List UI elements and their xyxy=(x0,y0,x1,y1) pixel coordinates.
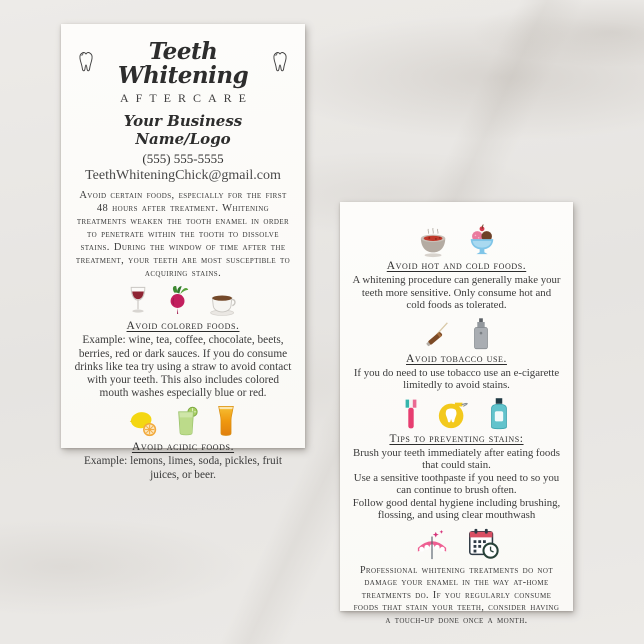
business-name: Your Business Name/Logo xyxy=(123,112,243,149)
section-body-tobacco: If you do need to use tobacco use an e-cigarette limitedly to avoid stains. xyxy=(353,366,560,392)
card-title: Teeth Whitening xyxy=(117,38,249,90)
dental-floss-icon xyxy=(436,397,470,431)
e-cigarette-icon xyxy=(469,317,493,351)
ice-cream-sundae-icon xyxy=(467,224,497,258)
closing-paragraph: Professional whitening treatments do not damage your enamel in the way at-home treatments do. If you regularly consume foods that stain your teeth, consider having a touch-up done once a month. xyxy=(353,564,560,626)
card-subtitle: AFTERCARE xyxy=(119,91,253,106)
hygiene-icon-row xyxy=(352,397,561,431)
tips-line-3: Follow good dental hygiene including brushing, flossing, and using clear mouthwash xyxy=(352,496,561,522)
section-heading-tobacco: Avoid tobacco use. xyxy=(406,352,507,365)
aftercare-card-back xyxy=(340,202,573,626)
intro-paragraph: Avoid certain foods, especially for the first 48 hours after treatment. Whitening treatments weaken the tooth enamel in order to penetrate within the tooth to dissolve stains. During the window of time after the treatment, your teeth are most susceptible to acquiring stains. xyxy=(75,190,291,280)
card-header xyxy=(74,40,292,88)
aftercare-card-front xyxy=(61,24,305,481)
tips-line-1: Brush your teeth immediately after eating foods that could stain. xyxy=(353,446,560,472)
email-address: TeethWhiteningChick@gmail.com xyxy=(85,168,281,184)
tips-line-2: Use a sensitive toothpaste if you need to so you can continue to brush often. xyxy=(353,471,560,497)
limeade-glass-icon xyxy=(175,406,199,438)
wine-glass-icon xyxy=(127,286,149,317)
hot-soup-icon xyxy=(417,228,451,258)
section-heading-colored-foods: Avoid colored foods. xyxy=(126,320,240,333)
tobacco-icon-row xyxy=(352,317,561,351)
cigar-icon xyxy=(421,319,453,351)
section-heading-tips: Tips to preventing stains: xyxy=(389,432,524,445)
footer-icon-row xyxy=(352,527,561,561)
tooth-outline-icon xyxy=(268,49,292,80)
beet-icon xyxy=(165,285,191,317)
tooth-outline-icon xyxy=(74,49,98,80)
section-body-hot-cold: A whitening procedure can generally make your teeth more sensitive. Only consume hot and cold foods as tolerated. xyxy=(352,274,561,312)
calendar-clock-icon xyxy=(466,527,500,561)
phone-number: (555) 555-5555 xyxy=(142,151,224,167)
hot-cold-icon-row xyxy=(352,224,561,258)
section-heading-hot-cold: Avoid hot and cold foods. xyxy=(386,260,527,272)
section-heading-acidic-foods: Avoid acidic foods. xyxy=(131,441,235,454)
toothbrush-icon xyxy=(402,397,420,431)
beer-glass-icon xyxy=(215,405,237,438)
mouthwash-icon xyxy=(486,397,512,431)
section-body-acidic-foods: Example: lemons, limes, soda, pickles, fruit juices, or beer. xyxy=(84,455,282,481)
acidic-foods-icon-row xyxy=(74,405,292,438)
dentures-icon xyxy=(414,529,450,561)
lemon-icon xyxy=(129,408,159,438)
coffee-cup-icon xyxy=(207,289,239,317)
colored-foods-icon-row xyxy=(74,285,292,317)
section-body-colored-foods: Example: wine, tea, coffee, chocolate, beets, berries, red or dark sauces. If you do consume drinks like tea try using a straw to avoid contact with your teeth. This also includes colored mouth washes especially blue or red. xyxy=(74,334,292,400)
